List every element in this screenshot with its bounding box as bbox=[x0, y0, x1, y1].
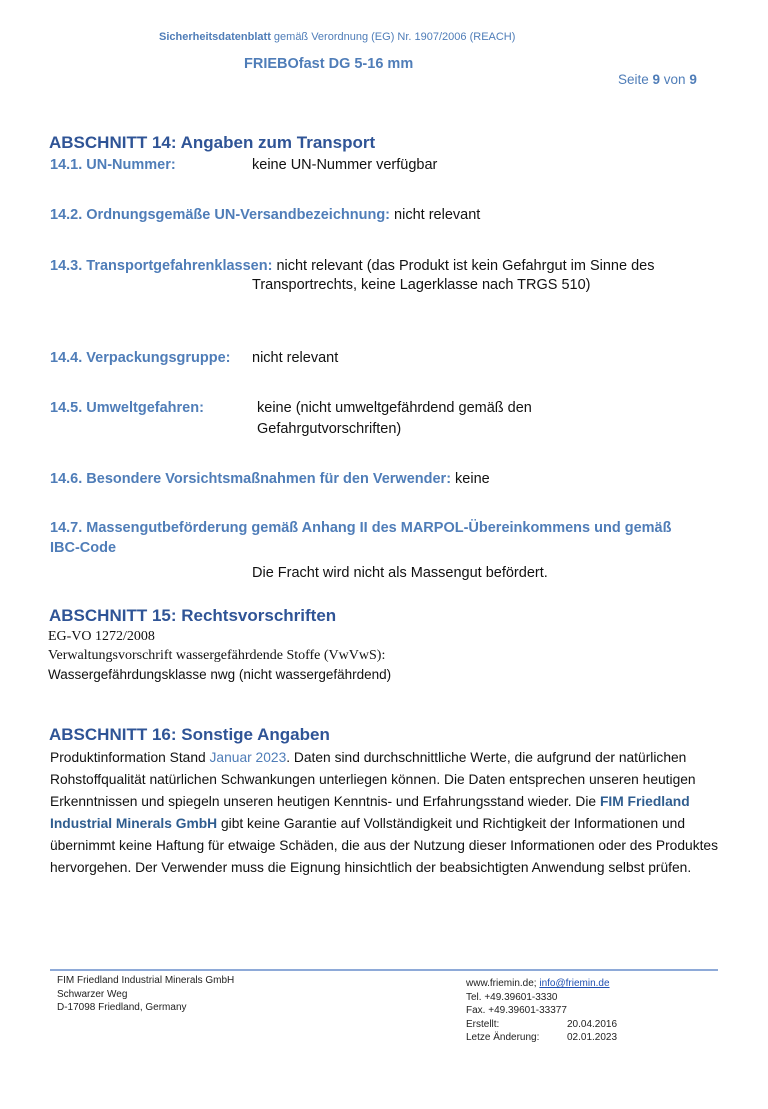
info-date: Januar 2023 bbox=[209, 750, 287, 765]
packing-group-value: nicht relevant bbox=[252, 350, 339, 366]
footer-contact bbox=[466, 977, 617, 1045]
hazard-class-value: nicht relevant (das Produkt ist kein Gefahrgut im Sinne des bbox=[272, 258, 655, 274]
section-15-title: ABSCHNITT 15: Rechtsvorschriften bbox=[49, 606, 337, 625]
sds-regulation-header bbox=[159, 31, 515, 43]
footer-city: D-17098 Friedland, Germany bbox=[57, 1002, 187, 1013]
footer-email-link[interactable]: info@friemin.de bbox=[539, 978, 610, 989]
shipping-name-value: nicht relevant bbox=[390, 207, 481, 223]
regulation-line: Verwaltungsvorschrift wassergefährdende Stoffe (VwVwS): bbox=[48, 648, 386, 663]
precautions-value: keine bbox=[451, 471, 490, 487]
page-prefix: Seite bbox=[618, 72, 653, 87]
precautions-label: 14.6. Besondere Vorsichtsmaßnahmen für den Verwender: bbox=[50, 471, 452, 487]
page-total: 9 bbox=[689, 72, 697, 87]
product-name: FRIEBOfast DG 5-16 mm bbox=[244, 56, 414, 72]
env-hazard-label: 14.5. Umweltgefahren: bbox=[50, 400, 204, 416]
footer-street: Schwarzer Weg bbox=[57, 988, 128, 1000]
page-mid: von bbox=[660, 72, 690, 87]
hazard-class-label: 14.3. Transportgefahrenklassen: bbox=[50, 258, 273, 274]
precautions-row bbox=[50, 470, 490, 488]
footer-changed bbox=[466, 1031, 617, 1045]
para-text: . Daten sind durchschnittliche Werte, die aufgrund der natürlichen Rohstoffqualität natürlichen Schwankungen unterliegen können. Die Daten entsprechen unseren heutigen Erkenntnissen und spiegeln unseren heutigen Kenntnis- und Erfahrungsstand wieder. Die bbox=[50, 750, 696, 809]
packing-group-label: 14.4. Verpackungsgruppe: bbox=[50, 350, 231, 366]
company-name: FIM Friedland Industrial Minerals GmbH bbox=[50, 794, 690, 831]
created-date: 20.04.2016 bbox=[567, 1018, 618, 1030]
shipping-name-row bbox=[50, 206, 480, 224]
regulation-line: Wassergefährdungsklasse nwg (nicht wassergefährdend) bbox=[48, 667, 392, 682]
changed-date: 02.01.2023 bbox=[567, 1032, 618, 1043]
shipping-name-label: 14.2. Ordnungsgemäße UN-Versandbezeichnung: bbox=[50, 207, 391, 223]
footer-website: www.friemin.de; bbox=[466, 978, 540, 989]
hazard-class-value-cont: Transportrechts, keine Lagerklasse nach TRGS 510) bbox=[252, 277, 591, 293]
marpol-label: 14.7. Massengutbeförderung gemäß Anhang II des MARPOL-Übereinkommens und gemäß bbox=[50, 520, 672, 536]
footer-company: FIM Friedland Industrial Minerals GmbH bbox=[57, 975, 235, 986]
env-hazard-value: keine (nicht umweltgefährdend gemäß den bbox=[257, 400, 532, 416]
para-text: gibt keine Garantie auf Vollständigkeit und Richtigkeit der Informationen und übernimmt keine Haftung für etwaige Schäden, die aus der Nutzung dieser Informationen oder des Produktes hervorgehen. Der Verwender muss die Eignung hinsichtlich der beabsichtigten Anwendung selbst prüfen. bbox=[50, 816, 719, 875]
sds-regulation: gemäß Verordnung (EG) Nr. 1907/2006 (REACH) bbox=[270, 31, 516, 43]
footer-web-line bbox=[466, 977, 617, 991]
un-number-label: 14.1. UN-Nummer: bbox=[50, 157, 176, 173]
footer-address bbox=[57, 974, 234, 1015]
section-14-title: ABSCHNITT 14: Angaben zum Transport bbox=[49, 133, 376, 152]
hazard-class-row bbox=[50, 257, 654, 275]
marpol-value: Die Fracht wird nicht als Massengut befördert. bbox=[252, 565, 548, 581]
footer-fax: Fax. +49.39601-33377 bbox=[466, 1005, 567, 1016]
footer-divider bbox=[50, 969, 718, 971]
footer-tel: Tel. +49.39601-3330 bbox=[466, 991, 558, 1003]
page-current: 9 bbox=[652, 72, 661, 87]
created-label: Erstellt: bbox=[466, 1018, 500, 1030]
un-number-value: keine UN-Nummer verfügbar bbox=[252, 157, 438, 173]
page-number bbox=[618, 72, 697, 87]
section-16-title: ABSCHNITT 16: Sonstige Angaben bbox=[49, 725, 330, 744]
changed-label: Letze Änderung: bbox=[466, 1032, 540, 1043]
regulation-line: EG-VO 1272/2008 bbox=[48, 629, 155, 644]
other-info-paragraph bbox=[50, 747, 730, 879]
env-hazard-value-cont: Gefahrgutvorschriften) bbox=[257, 421, 402, 437]
para-text: Produktinformation Stand bbox=[50, 750, 210, 765]
marpol-label-cont: IBC-Code bbox=[50, 540, 117, 556]
footer-created bbox=[466, 1018, 617, 1032]
sds-title: Sicherheitsdatenblatt bbox=[159, 31, 271, 43]
